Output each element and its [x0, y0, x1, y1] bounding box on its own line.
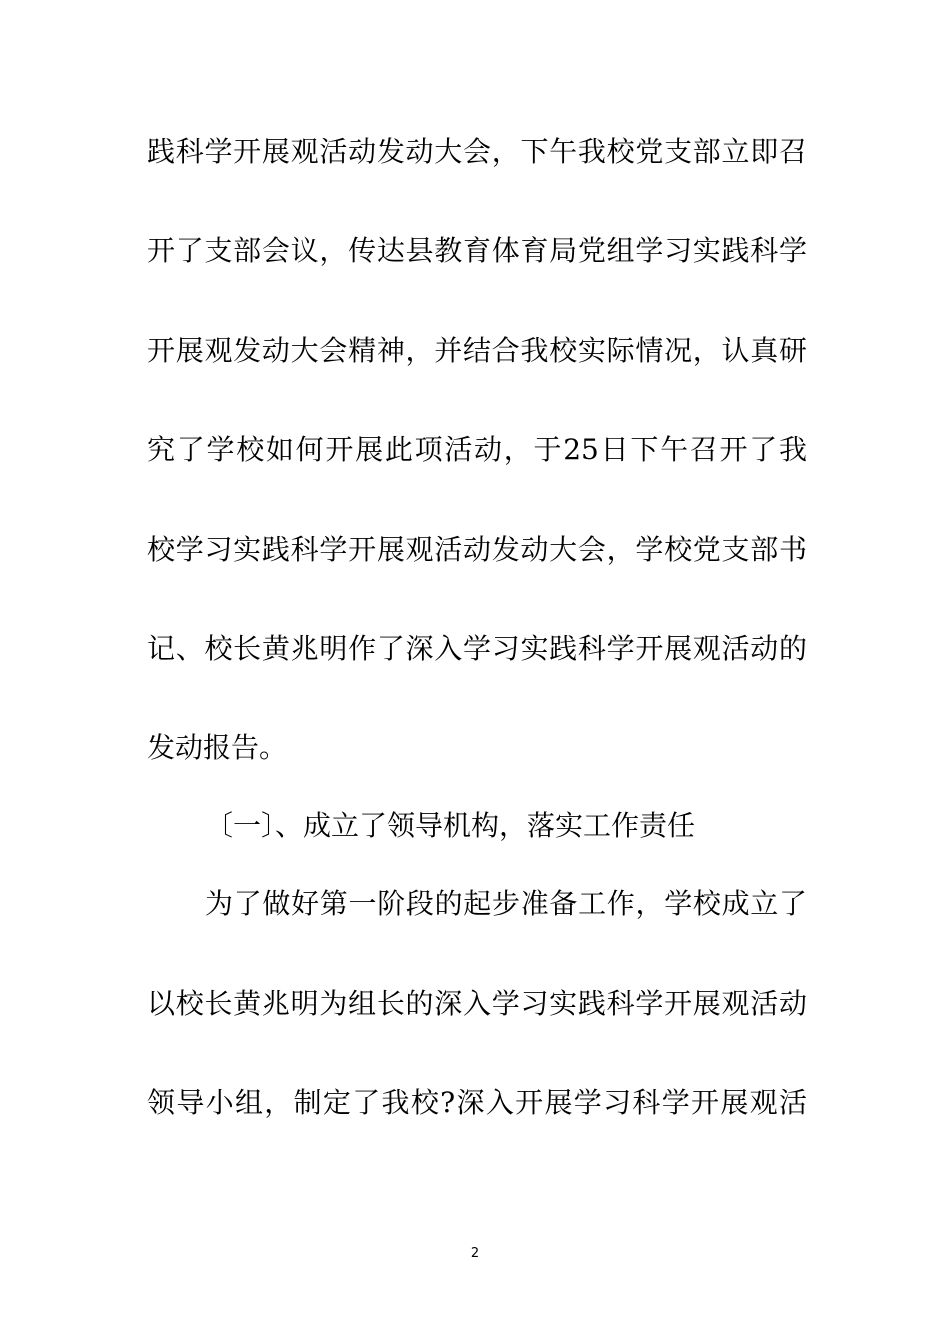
body-text-line-6: 记、校长黄兆明作了深入学习实践科学开展观活动的 — [147, 632, 807, 665]
body-text-line-7: 发动报告。 — [147, 731, 288, 764]
body-text-line-4: 究了学校如何开展此项活动，于25日下午召开了我 — [147, 433, 807, 466]
page-number: 2 — [470, 1246, 480, 1261]
body-text-line-1: 践科学开展观活动发动大会，下午我校党支部立即召 — [147, 135, 807, 168]
body-text-line-3: 开展观发动大会精神，并结合我校实际情况，认真研 — [147, 334, 807, 367]
paragraph2-line-1: 为了做好第一阶段的起步准备工作，学校成立了 — [205, 887, 807, 920]
paragraph2-line-2: 以校长黄兆明为组长的深入学习实践科学开展观活动 — [147, 987, 807, 1020]
body-text-line-5: 校学习实践科学开展观活动发动大会，学校党支部书 — [147, 533, 807, 566]
body-text-line-2: 开了支部会议，传达县教育体育局党组学习实践科学 — [147, 234, 807, 267]
section-heading: 〔一〕、成立了领导机构，落实工作责任 — [205, 809, 696, 842]
paragraph2-line-3: 领导小组，制定了我校?深入开展学习科学开展观活 — [147, 1086, 807, 1119]
